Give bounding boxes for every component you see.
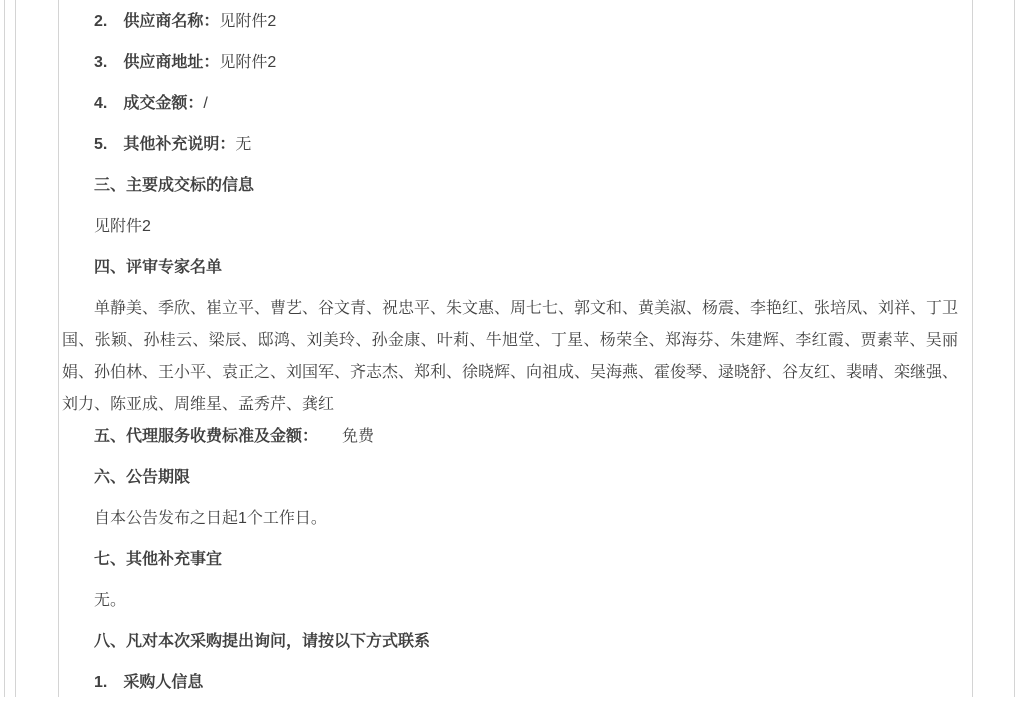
table-border-right-outer <box>1014 0 1015 697</box>
section-body-main-deal-info: 见附件2 <box>62 211 958 243</box>
section-heading-other-matters: 七、其他补充事宜 <box>62 544 958 576</box>
list-item-other-notes <box>62 129 958 161</box>
section-heading-inquiry-contact: 八、凡对本次采购提出询问，请按以下方式联系 <box>62 626 958 658</box>
section-heading-expert-list: 四、评审专家名单 <box>62 252 958 284</box>
item-label: 其他补充说明： <box>123 136 235 153</box>
section-heading-main-deal-info: 三、主要成交标的信息 <box>62 170 958 202</box>
item-label: 采购人信息 <box>123 674 203 691</box>
sub-heading-purchaser-info <box>62 667 958 699</box>
item-value: 无 <box>235 136 251 153</box>
content-border-right <box>972 0 973 697</box>
agency-fee-value: 免费 <box>342 428 374 445</box>
content-border-left <box>58 0 59 697</box>
item-number: 5. <box>94 136 107 153</box>
table-border-left-outer <box>4 0 5 697</box>
section-body-announcement-period: 自本公告发布之日起1个工作日。 <box>62 503 958 535</box>
item-number: 4. <box>94 95 107 112</box>
item-number: 2. <box>94 13 107 30</box>
table-border-left-inner <box>15 0 16 697</box>
item-label: 供应商名称： <box>123 13 219 30</box>
item-label: 供应商地址： <box>123 54 219 71</box>
item-value: / <box>203 95 207 112</box>
item-label: 成交金额： <box>123 95 203 112</box>
item-value: 见附件2 <box>219 13 276 30</box>
section-heading-announcement-period: 六、公告期限 <box>62 462 958 494</box>
section-heading-agency-fee: 五、代理服务收费标准及金额： 免费 <box>62 421 958 453</box>
list-item-supplier-address <box>62 47 958 79</box>
list-item-supplier-name <box>62 6 958 38</box>
list-item-deal-amount <box>62 88 958 120</box>
section-body-other-matters: 无。 <box>62 585 958 617</box>
item-number: 1. <box>94 674 107 691</box>
announcement-body <box>62 6 958 708</box>
item-number: 3. <box>94 54 107 71</box>
item-value: 见附件2 <box>219 54 276 71</box>
expert-names-paragraph: 单静美、季欣、崔立平、曹艺、谷文青、祝忠平、朱文惠、周七七、郭文和、黄美淑、杨震、李艳红、张培凤、刘祥、丁卫国、张颖、孙桂云、梁辰、邸鸿、刘美玲、孙金康、叶莉、牛旭堂、丁星、杨荣全、郑海芬、朱建辉、李红霞、贾素苹、吴丽娟、孙伯林、王小平、袁正之、刘国军、齐志杰、郑利、徐晓辉、向祖成、吴海燕、霍俊琴、逯晓舒、谷友红、裴晴、栾继强、刘力、陈亚成、周维星、孟秀芹、龚红 <box>62 293 958 421</box>
